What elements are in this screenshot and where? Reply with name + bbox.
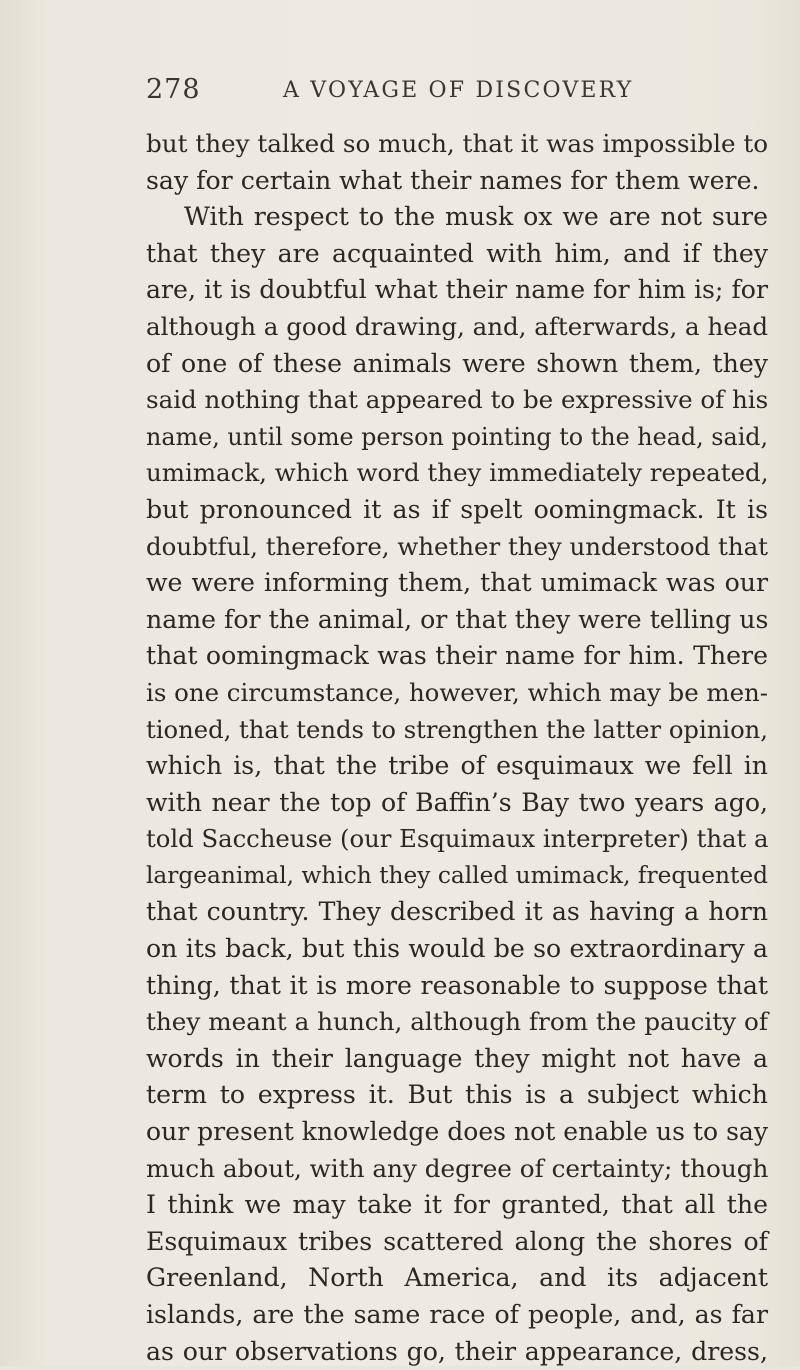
text-line: umimack, which word they immediately repeated, — [146, 458, 769, 488]
page-number: 278 — [146, 74, 201, 105]
text-line: name for the animal, or that they were telling us — [146, 604, 769, 634]
running-head — [0, 74, 800, 114]
text-line: with near the top of Baffin’s Bay two years ago, — [146, 787, 768, 817]
text-line: although a good drawing, and, afterwards, a head — [146, 311, 768, 341]
text-line: thing, that it is more reasonable to suppose that — [146, 970, 768, 1000]
text-line: which is, that the tribe of esquimaux we fell in — [146, 751, 768, 781]
text-line: of one of these animals were shown them, they — [146, 348, 768, 378]
text-line: that oomingmack was their name for him. There — [146, 641, 768, 671]
text-line: that they are acquainted with him, and if they — [146, 238, 768, 268]
text-line: largeanimal, which they called umimack, frequented — [146, 861, 768, 889]
text-line: doubtful, therefore, whether they understood that — [146, 531, 768, 561]
text-line: is one circumstance, however, which may be men- — [146, 677, 769, 707]
text-line: told Saccheuse (our Esquimaux interpreter) that a — [146, 824, 769, 854]
running-title: A VOYAGE OF DISCOVERY — [283, 78, 634, 103]
text-line: but pronounced it as if spelt oomingmack. It is — [146, 494, 768, 524]
text-line: are, it is doubtful what their name for him is; for — [146, 275, 768, 305]
text-line: With respect to the musk ox we are not sure — [184, 202, 768, 232]
text-line: I think we may take it for granted, that all the — [146, 1190, 768, 1220]
text-line: say for certain what their names for them were. — [146, 165, 760, 195]
text-line: islands, are the same race of people, and, as far — [146, 1300, 768, 1329]
text-line: Esquimaux tribes scattered along the shores of — [146, 1226, 768, 1256]
text-line: that country. They described it as having a horn — [146, 897, 768, 927]
text-line: name, until some person pointing to the head, said, — [146, 422, 769, 451]
text-line: we were informing them, that umimack was our — [146, 568, 768, 598]
body-text — [146, 126, 768, 1370]
text-line: on its back, but this would be so extraordinary a — [146, 934, 768, 964]
text-line: our present knowledge does not enable us to say — [146, 1117, 768, 1147]
text-line: tioned, that tends to strengthen the latter opinion, — [146, 714, 768, 744]
text-line: term to express it. But this is a subject which — [146, 1080, 768, 1110]
text-line: but they talked so much, that it was impossible to — [146, 129, 769, 158]
text-line: words in their language they might not have a — [146, 1043, 768, 1073]
text-line: much about, with any degree of certainty; though — [146, 1153, 769, 1183]
text-line: said nothing that appeared to be expressive of his — [146, 385, 769, 415]
text-line: Greenland, North America, and its adjacent — [146, 1263, 768, 1293]
text-line: as our observations go, their appearance, dress, — [146, 1336, 768, 1366]
text-line: they meant a hunch, although from the paucity of — [146, 1007, 768, 1037]
